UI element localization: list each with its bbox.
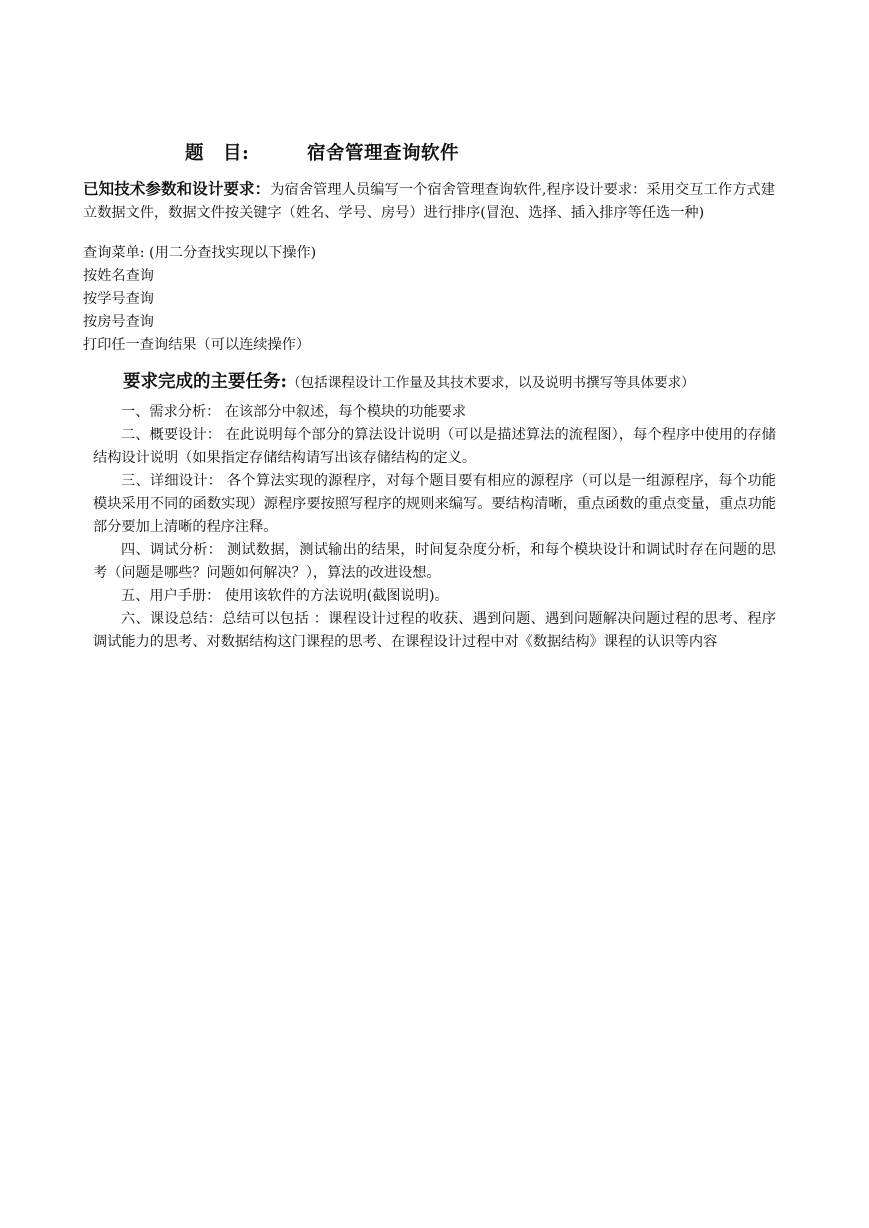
tasks-heading-note: （包括课程设计工作量及其技术要求，以及说明书撰写等具体要求） <box>286 375 695 391</box>
tasks-list <box>93 401 776 654</box>
document-title <box>185 139 459 165</box>
query-item-print-result: 打印任一查询结果（可以连续操作） <box>83 337 311 353</box>
query-menu-title: 查询菜单: (用二分查找实现以下操作) <box>83 245 317 261</box>
title-label: 题 目: <box>185 143 250 164</box>
task-requirements-analysis: 一、需求分析： 在该部分中叙述，每个模块的功能要求 <box>121 404 467 420</box>
tasks-heading-row <box>123 368 783 393</box>
query-menu-section <box>83 242 775 357</box>
task-user-manual: 五、用户手册： 使用该软件的方法说明(截图说明)。 <box>121 588 449 604</box>
tasks-heading: 要求完成的主要任务: <box>123 372 287 392</box>
task-summary: 六、课设总结：总结可以包括 ：课程设计过程的收获、遇到问题、遇到问题解决问题过程的思考、程序调试能力的思考、对数据结构这门课程的思考、在课程设计过程中对《数据结构》课程的认识等内容 <box>93 611 776 650</box>
known-parameters-heading: 已知技术参数和设计要求： <box>83 179 271 198</box>
query-item-by-room: 按房号查询 <box>83 314 154 330</box>
title-value: 宿舍管理查询软件 <box>307 143 460 164</box>
query-item-by-student-id: 按学号查询 <box>83 291 154 307</box>
task-detailed-design: 三、详细设计： 各个算法实现的源程序，对每个题目要有相应的源程序（可以是一组源程序，每个功能模块采用不同的函数实现）源程序要按照写程序的规则来编写。要结构清晰，重点函数的重点变量，重点功能部分要加上清晰的程序注释。 <box>93 473 776 535</box>
task-debug-analysis: 四、调试分析： 测试数据，测试输出的结果，时间复杂度分析，和每个模块设计和调试时存在问题的思考（问题是哪些？问题如何解决？），算法的改进设想。 <box>93 542 776 581</box>
known-parameters-paragraph <box>83 177 775 225</box>
known-parameters-text: 为宿舍管理人员编写一个宿舍管理查询软件,程序设计要求：采用交互工作方式建立数据文件，数据文件按关键字（姓名、学号、房号）进行排序(冒泡、选择、插入排序等任选一种) <box>83 182 775 221</box>
query-item-by-name: 按姓名查询 <box>83 268 154 284</box>
task-outline-design: 二、概要设计： 在此说明每个部分的算法设计说明（可以是描述算法的流程图），每个程序中使用的存储结构设计说明（如果指定存储结构请写出该存储结构的定义。 <box>93 427 776 466</box>
